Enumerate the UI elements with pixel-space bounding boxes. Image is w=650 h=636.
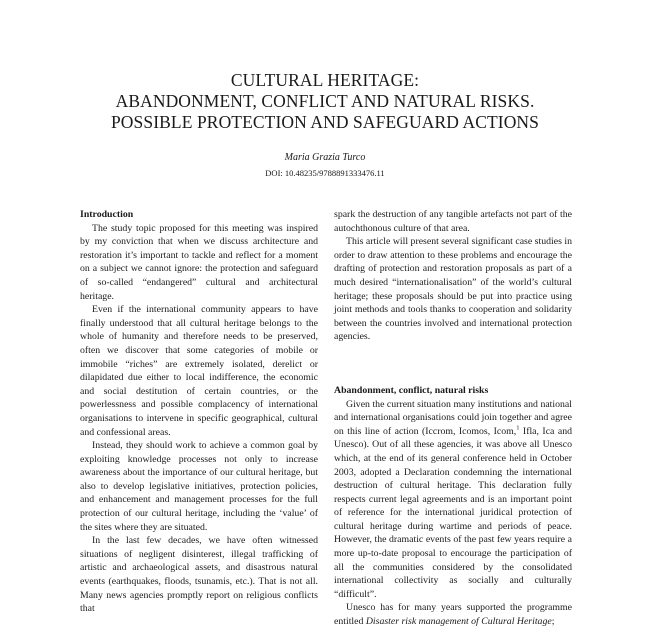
programme-title: Disaster risk management of Cultural Heritage — [365, 616, 552, 628]
paragraph — [334, 601, 572, 628]
paragraph: In the last few decades, we have often witnessed situations of negligent disinterest, illegal trafficking of artistic and archaeological assets, and disastrous natural events (earthquakes, floods, tsunamis, etc.). That is not all. Many news agencies promptly report on religious conflicts that — [80, 535, 318, 615]
footnote-marker: 1 — [516, 424, 520, 432]
paragraph-text: Given the current situation many institutions and national and international organisations could join together and agree on this line of action (Iccrom, Icomos, Icom, — [334, 398, 572, 437]
paragraph: spark the destruction of any tangible artefacts not part of the autochthonous culture of that area. — [334, 209, 572, 234]
title-line-2: ABANDONMENT, CONFLICT AND NATURAL RISKS. — [115, 91, 535, 111]
left-column — [80, 208, 318, 616]
paragraph: Instead, they should work to achieve a common goal by exploiting knowledge processes not only to increase awareness about the importance of our cultural heritage, but also to develop legislative initiatives, protection policies, and enhancement and management processes for the full protection of our cultural heritage, including the ‘value’ of the sites where they are situated. — [80, 440, 318, 533]
paragraph — [334, 398, 572, 602]
author-name: Maria Grazia Turco — [284, 152, 366, 163]
paragraph: Even if the international community appears to have finally understood that all cultural heritage belongs to the whole of humanity and therefore needs to be preserved, often we discover that some categories of mobile or immobile “riches” are extremely isolated, derelict or dilapidated due either to local indifference, the economic and social destitution of certain countries, or the powerlessness and possible complacency of international organisations to intervene in specific geographical, cultural and confessional areas. — [80, 304, 318, 438]
paragraph-text: Ifla, Ica and Unesco). Out of all these agencies, it was above all Unesco which, at the end of its general conference held in October 2003, adopted a Declaration condemning the international destruction of cultural heritage. This declaration fully respects current legal agreements and is an important point of reference for the international juridical protection of cultural heritage during wartime and periods of peace. However, the dramatic events of the past few years require a more up-to-date proposal to encourage the participation of all the communities considered by the consolidated international collectivity as socially and culturally “difficult”. — [334, 425, 572, 600]
paragraph: This article will present several significant case studies in order to draw attention to these problems and encourage the drafting of protection and restoration proposals as part of a much desired “internationalisation” of the world’s cultural heritage; these proposals should be put into practice using joint methods and tools thanks to cooperation and solidarity between the countries involved and international protection agencies. — [334, 236, 572, 343]
section-heading-abandonment: Abandonment, conflict, natural risks — [334, 384, 489, 396]
right-column — [334, 208, 572, 629]
section-heading-introduction: Introduction — [80, 209, 134, 220]
doi-text: DOI: 10.48235/9788891333476.11 — [265, 168, 385, 178]
title-line-1: CULTURAL HERITAGE: — [230, 70, 420, 90]
paragraph-text: ; — [551, 616, 555, 628]
title-line-3: POSSIBLE PROTECTION AND SAFEGUARD ACTIONS — [110, 112, 540, 132]
paper-title — [40, 70, 610, 133]
paragraph-text: Unesco has for many years supported the programme entitled — [334, 602, 572, 628]
paragraph: The study topic proposed for this meeting was inspired by my conviction that when we discuss architecture and restoration it’s important to tackle and reflect for a moment on a subject we cannot ignore: the protection and safeguard of so-called “endangered” cultural and architectural heritage. — [80, 222, 318, 302]
section-spacer — [334, 344, 572, 384]
